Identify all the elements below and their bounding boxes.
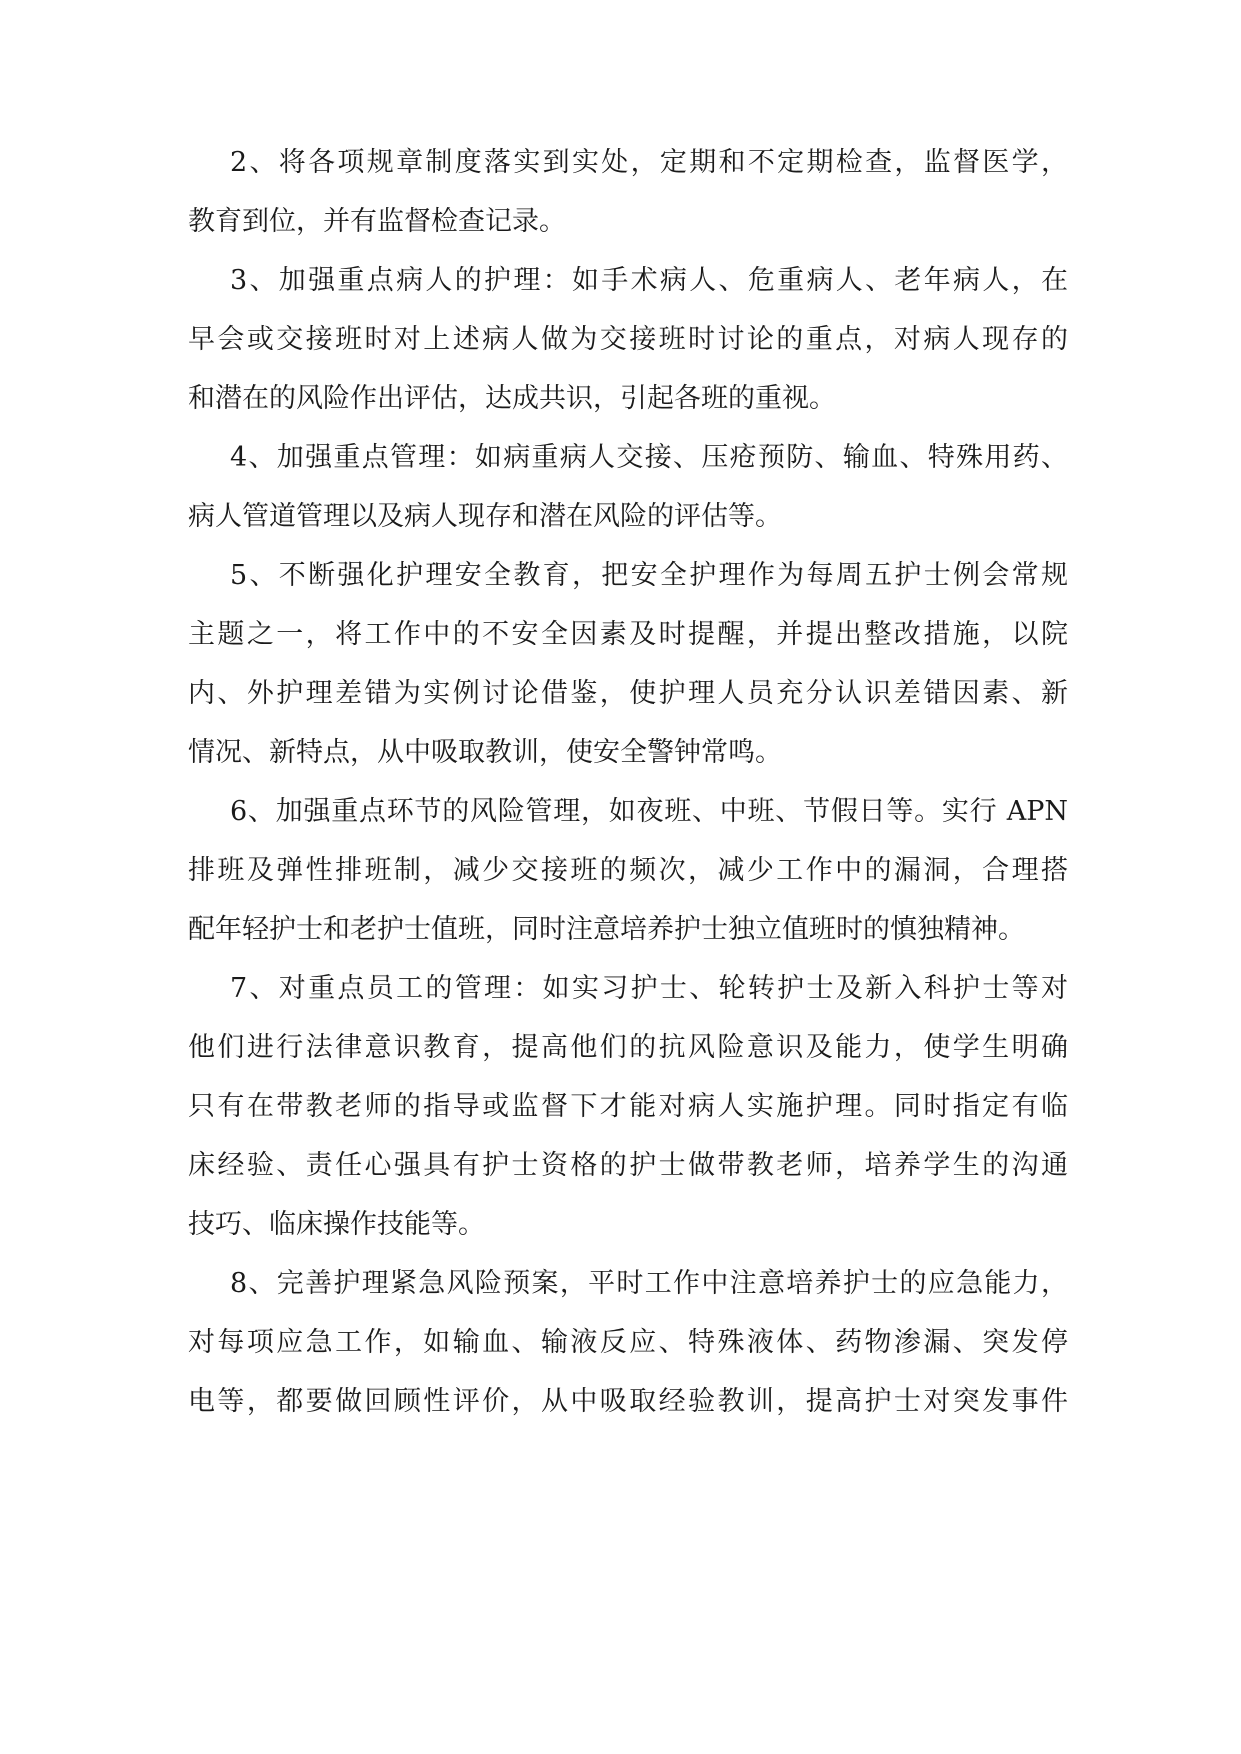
paragraph-4-line-1: 4、加强重点管理：如病重病人交接、压疮预防、输血、特殊用药、 [230, 442, 1068, 473]
paragraph-5-line-2: 主题之一，将工作中的不安全因素及时提醒，并提出整改措施，以院 [188, 619, 1068, 650]
paragraph-2-line-2: 教育到位，并有监督检查记录。 [188, 206, 566, 237]
paragraph-3-line-3: 和潜在的风险作出评估，达成共识，引起各班的重视。 [188, 383, 836, 414]
paragraph-7-line-3: 只有在带教老师的指导或监督下才能对病人实施护理。同时指定有临 [188, 1091, 1068, 1122]
paragraph-3-line-2: 早会或交接班时对上述病人做为交接班时讨论的重点，对病人现存的 [188, 324, 1068, 355]
paragraph-8-line-3: 电等，都要做回顾性评价，从中吸取经验教训，提高护士对突发事件 [188, 1386, 1068, 1417]
paragraph-4-line-2: 病人管道管理以及病人现存和潜在风险的评估等。 [188, 501, 782, 532]
paragraph-5-line-1: 5、不断强化护理安全教育，把安全护理作为每周五护士例会常规 [230, 560, 1068, 591]
paragraph-7-line-4: 床经验、责任心强具有护士资格的护士做带教老师，培养学生的沟通 [188, 1150, 1068, 1181]
paragraph-3-line-1: 3、加强重点病人的护理：如手术病人、危重病人、老年病人，在 [230, 265, 1068, 296]
paragraph-6-line-3: 配年轻护士和老护士值班，同时注意培养护士独立值班时的慎独精神。 [188, 914, 1025, 945]
paragraph-7-line-2: 他们进行法律意识教育，提高他们的抗风险意识及能力，使学生明确 [188, 1032, 1068, 1063]
paragraph-6-line-2: 排班及弹性排班制，减少交接班的频次，减少工作中的漏洞，合理搭 [188, 855, 1068, 886]
paragraph-7-line-5: 技巧、临床操作技能等。 [188, 1209, 485, 1240]
paragraph-8-line-1: 8、完善护理紧急风险预案，平时工作中注意培养护士的应急能力， [230, 1268, 1068, 1299]
paragraph-6-line-1: 6、加强重点环节的风险管理，如夜班、中班、节假日等。实行 APN [230, 796, 1068, 827]
paragraph-5-line-3: 内、外护理差错为实例讨论借鉴，使护理人员充分认识差错因素、新 [188, 678, 1068, 709]
paragraph-8-line-2: 对每项应急工作，如输血、输液反应、特殊液体、药物渗漏、突发停 [188, 1327, 1068, 1358]
paragraph-7-line-1: 7、对重点员工的管理：如实习护士、轮转护士及新入科护士等对 [230, 973, 1068, 1004]
paragraph-2-line-1: 2、将各项规章制度落实到实处，定期和不定期检查，监督医学， [230, 147, 1068, 178]
paragraph-5-line-4: 情况、新特点，从中吸取教训，使安全警钟常鸣。 [188, 737, 782, 768]
